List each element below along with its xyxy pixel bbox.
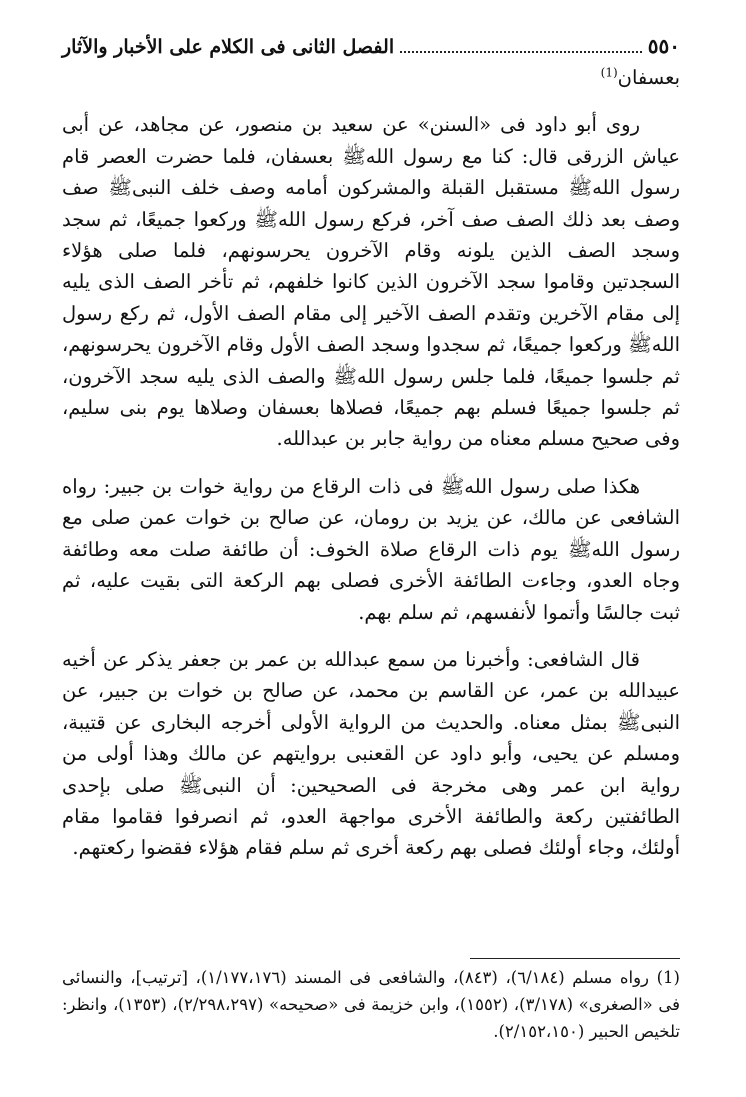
main-text: [62, 62, 680, 864]
section-title: بعسفان: [617, 66, 680, 89]
page-number: ٥٥٠: [647, 34, 680, 58]
header-dot-leader: [400, 37, 642, 53]
section-heading: [62, 62, 680, 93]
footnote-separator: [470, 958, 680, 959]
footnote: (1) رواه مسلم (٦/١٨٤)، (٨٤٣)، والشافعى فى المسند (١/١٧٧،١٧٦)، [ترتيب]، والنسائى فى «الصغرى» (٣/١٧٨)، (١٥٥٢)، وابن خزيمة فى «صحيحه» (٢/٢٩٨،٢٩٧)، (١٣٥٣)، وانظر: تلخيص الحبير (٢/١٥٢،١٥٠).: [62, 968, 681, 1041]
footnote-ref: (1): [600, 65, 618, 80]
footnotes: [62, 964, 680, 1045]
paragraph: روى أبو داود فى «السنن» عن سعيد بن منصور، عن مجاهد، عن أبى عياش الزرقى قال: كنا مع رسول اللهﷺ بعسفان، فلما حضرت العصر قام رسول اللهﷺ مستقبل القبلة والمشركون أمامه وصف خلف النبىﷺ صف وصف بعد ذلك الصف صف آخر، فركع رسول اللهﷺ وركعوا جميعًا، ثم سجد وسجد الصف الذين يلونه وقام الآخرون يحرسونهم، فلما صلى هؤلاء السجدتين وقاموا سجد الآخرون الذين كانوا خلفهم، ثم تأخر الصف الذى يليه إلى مقام الآخرين وتقدم الصف الآخير إلى مقام الصف الأول، ثم ركع رسول اللهﷺ وركعوا جميعًا، ثم سجدوا وسجد الصف الأول وقام الآخرون يحرسونهم، ثم جلسوا جميعًا، فلما جلس رسول اللهﷺ والصف الذى يليه سجد الآخرون، ثم جلسوا جميعًا فسلم بهم جميعًا، فصلاها بعسفان وصلاها يوم بنى سليم، وفى صحيح مسلم معناه من رواية جابر بن عبدالله.: [62, 113, 680, 451]
running-title: الفصل الثانى فى الكلام على الأخبار والآثار: [62, 36, 395, 58]
paragraph: هكذا صلى رسول اللهﷺ فى ذات الرقاع من رواية خوات بن جبير: رواه الشافعى عن مالك، عن يزيد بن رومان، عن صالح بن خوات عمن صلى مع رسول اللهﷺ يوم ذات الرقاع صلاة الخوف: أن طائفة صلت معه وطائفة وجاه العدو، وجاءت الطائفة الأخرى فصلى بهم الركعة التى بقيت عليه، ثم ثبت جالسًا وأتموا لأنفسهم، ثم سلم بهم.: [62, 474, 680, 624]
paragraph: قال الشافعى: وأخبرنا من سمع عبدالله بن عمر بن جعفر يذكر عن أخيه عبيدالله بن عمر، عن القاسم بن محمد، عن صالح بن خوات بن جبير، عن النبىﷺ بمثل معناه. والحديث من الرواية الأولى أخرجه البخارى عن قتيبة، ومسلم عن يحيى، وأبو داود عن القعنبى بروايتهم عن مالك وهذا أولى من رواية ابن عمر وهى مخرجة فى الصحيحين: أن النبىﷺ صلى بإحدى الطائفتين ركعة والطائفة الأخرى مواجهة العدو، ثم انصرفوا فقاموا مقام أولئك، وجاء أولئك فصلى بهم ركعة أخرى ثم سلم فقام هؤلاء فقضوا ركعتهم.: [62, 647, 680, 860]
